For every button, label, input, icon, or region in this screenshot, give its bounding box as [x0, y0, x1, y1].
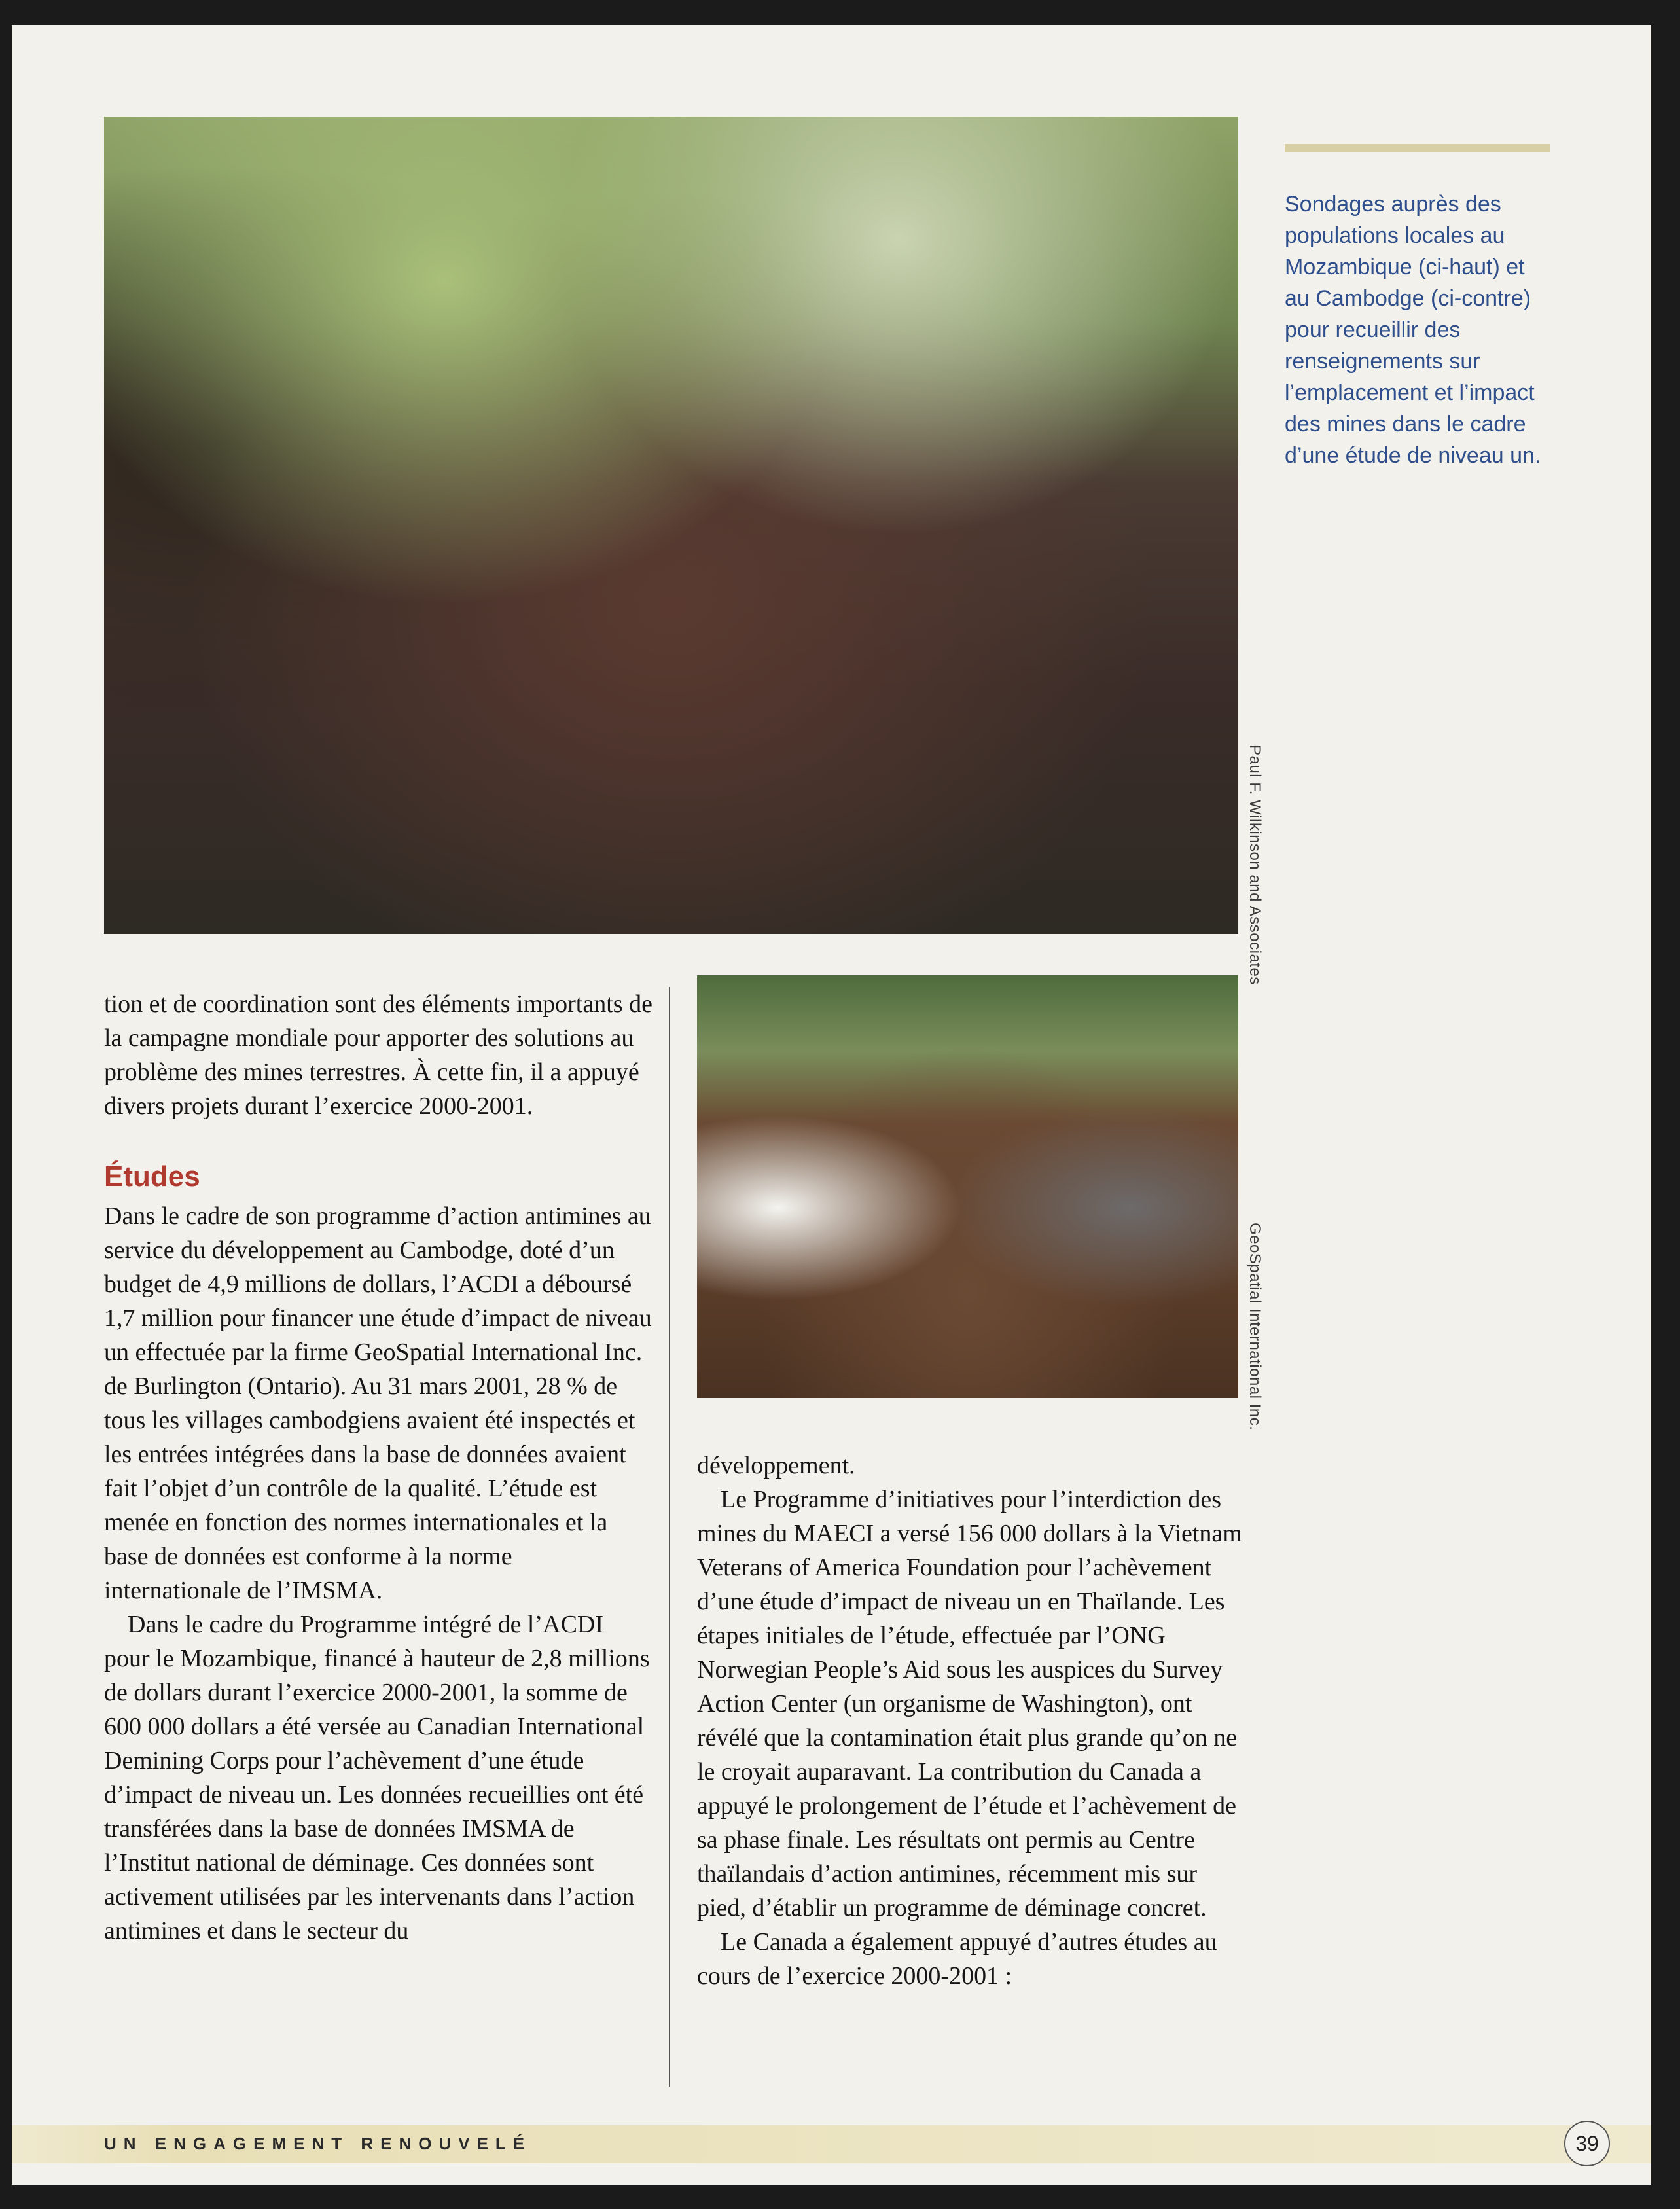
- right-column: [697, 1448, 1243, 1993]
- cambodia-survey-photo: [697, 975, 1238, 1398]
- body-paragraph: Dans le cadre de son programme d’action antimines au service du développement au Cambodge, doté d’un budget de 4,9 millions de dollars, l’ACDI a déboursé 1,7 million pour financer une étude d’impact de niveau un effectuée par la firme GeoSpatial International Inc. de Burlington (Ontario). Au 31 mars 2001, 28 % de tous les villages cambodgiens avaient été inspectés et les entrées intégrées dans la base de données avaient fait l’objet d’un contrôle de la qualité. L’étude est menée en fonction des normes internationales et la base de données est conforme à la norme internationale de l’IMSMA.: [104, 1202, 652, 1604]
- page-number: 39: [1564, 2121, 1610, 2166]
- body-paragraph: Le Programme d’initiatives pour l’interdiction des mines du MAECI a versé 156 000 dollars à la Vietnam Veterans of America Foundation pour l’achèvement d’une étude d’impact de niveau un en Thaïlande. Les étapes initiales de l’étude, effectuée par l’ONG Norwegian People’s Aid sous les auspices du Survey Action Center (un organisme de Washington), ont révélé que la contamination était plus grande qu’on ne le croyait auparavant. La contribution du Canada a appuyé le prolongement de l’étude et l’achèvement de sa phase finale. Les résultats ont permis au Centre thaïlandais d’action antimines, récemment mis sur pied, d’établir un programme de déminage concret.: [697, 1486, 1242, 1922]
- page: [12, 25, 1651, 2185]
- body-paragraph: développement.: [697, 1452, 855, 1479]
- body-paragraph: Le Canada a également appuyé d’autres études au cours de l’exercice 2000-2001 :: [697, 1928, 1217, 1990]
- running-title: UN ENGAGEMENT RENOUVELÉ: [104, 2134, 532, 2153]
- photo-credit-top: Paul F. Wilkinson and Associates: [1246, 745, 1264, 985]
- caption-rule: [1285, 144, 1550, 152]
- photo-caption: Sondages auprès des populations locales au Mozambique (ci-haut) et au Cambodge (ci-contre) pour recueillir des renseignements sur l’emplacement et l’impact des mines dans le cadre d’une étude de niveau un.: [1285, 192, 1541, 468]
- left-column: [104, 987, 654, 1948]
- intro-paragraph: tion et de coordination sont des éléments importants de la campagne mondiale pour apporter des solutions au problème des mines terrestres. À cette fin, il a appuyé divers projets durant l’exercice 2000-2001.: [104, 990, 652, 1120]
- photo-credit-bottom: GeoSpatial International Inc.: [1246, 1223, 1264, 1431]
- section-heading: Études: [104, 1160, 200, 1193]
- column-divider: [669, 987, 670, 2087]
- mozambique-survey-photo: [104, 117, 1238, 934]
- body-paragraph: Dans le cadre du Programme intégré de l’ACDI pour le Mozambique, financé à hauteur de 2,8 millions de dollars durant l’exercice 2000-2001, la somme de 600 000 dollars a été versée au Canadian International Demining Corps pour l’achèvement d’une étude d’impact de niveau un. Les données recueillies ont été transférées dans la base de données IMSMA de l’Institut national de déminage. Ces données sont activement utilisées par les intervenants dans l’action antimines et dans le secteur du: [104, 1611, 650, 1945]
